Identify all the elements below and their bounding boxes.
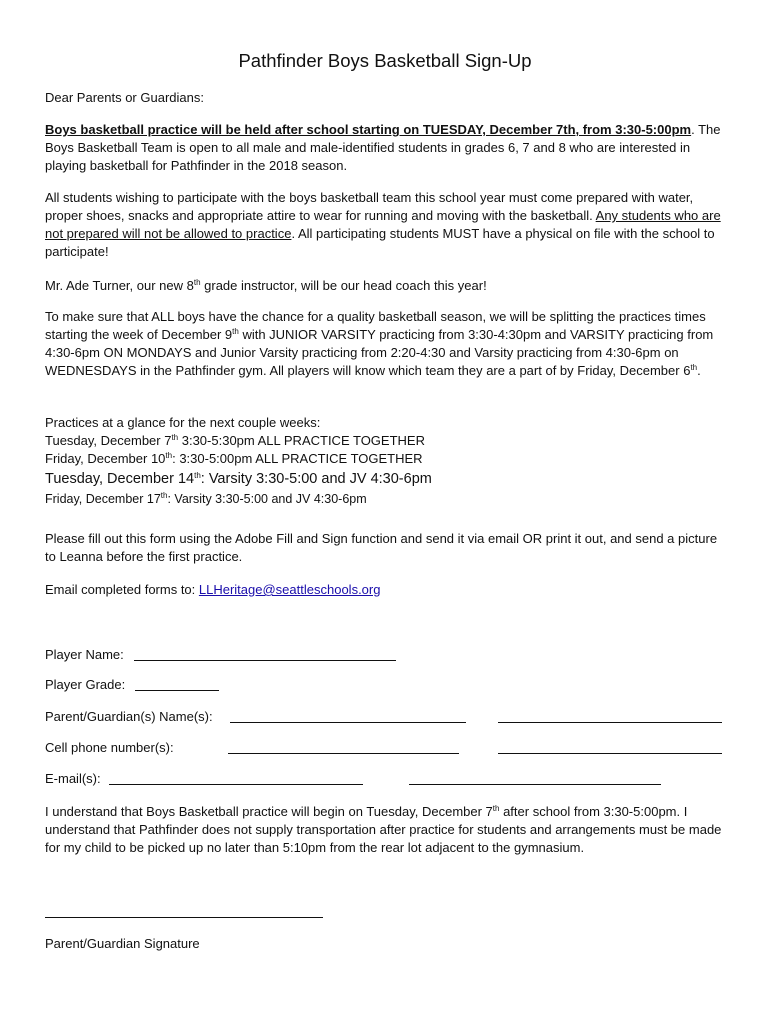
schedule-item bbox=[45, 450, 730, 468]
cell-phone-label: Cell phone number(s): bbox=[45, 740, 174, 755]
preparation-paragraph bbox=[45, 189, 730, 261]
coach-text-a: Mr. Ade Turner, our new 8 bbox=[45, 278, 194, 293]
schedule-item-date: Tuesday, December 7 bbox=[45, 433, 172, 448]
preparation-text: All students wishing to participate with the boys basketball team this school year must come prepared with water, proper shoes, snacks and appropriate attire to wear for running and moving with the basketball. bbox=[45, 190, 694, 223]
player-grade-field[interactable] bbox=[135, 690, 219, 691]
cell-phone-field-2[interactable] bbox=[498, 753, 722, 754]
physical-requirement: . All participating students MUST have a physical on file with the school to participate! bbox=[45, 226, 715, 259]
coach-paragraph bbox=[45, 277, 730, 295]
schedule-item-detail: : Varsity 3:30-5:00 and JV 4:30-6pm bbox=[167, 492, 367, 506]
not-prepared-warning: Any students who are not prepared will not be allowed to practice bbox=[45, 208, 721, 241]
schedule-item bbox=[45, 490, 730, 508]
schedule-item bbox=[45, 432, 730, 450]
schedule-item-date: Tuesday, December 14 bbox=[45, 471, 195, 487]
coach-text-b: grade instructor, will be our head coach this year! bbox=[200, 278, 487, 293]
guardian-name-field-2[interactable] bbox=[498, 722, 722, 723]
schedule-item-detail: : Varsity 3:30-5:00 and JV 4:30-6pm bbox=[200, 471, 432, 487]
player-name-field[interactable] bbox=[134, 660, 396, 661]
schedule-text-c: . bbox=[697, 363, 701, 378]
email-label: Email completed forms to: bbox=[45, 582, 199, 597]
signature-label: Parent/Guardian Signature bbox=[45, 936, 200, 951]
schedule-item-detail: : 3:30-5:00pm ALL PRACTICE TOGETHER bbox=[172, 451, 423, 466]
schedule-item-detail: 3:30-5:30pm ALL PRACTICE TOGETHER bbox=[178, 433, 425, 448]
player-name-label: Player Name: bbox=[45, 647, 124, 662]
schedule-item bbox=[45, 468, 730, 490]
page-title: Pathfinder Boys Basketball Sign-Up bbox=[238, 50, 532, 71]
practice-start-notice: Boys basketball practice will be held after school starting on TUESDAY, December 7th, from 3:30-5:00pm bbox=[45, 122, 692, 137]
greeting: Dear Parents or Guardians: bbox=[45, 90, 204, 105]
schedule-sup-2: th bbox=[690, 363, 698, 372]
email-field-2[interactable] bbox=[409, 784, 661, 785]
coach-sup: th bbox=[193, 278, 201, 287]
schedule-item-sup: th bbox=[171, 433, 179, 442]
signature-field[interactable] bbox=[45, 917, 323, 918]
schedule-sup-1: th bbox=[232, 327, 239, 336]
schedule-text-a: To make sure that ALL boys have the chance for a quality basketball season, we will be splitting the practices times starting the week of December 9 bbox=[45, 309, 706, 342]
email-instructions bbox=[45, 581, 730, 599]
schedule-text-b: with JUNIOR VARSITY practicing from 3:30-4:30pm and VARSITY practicing from 4:30-6pm ON MONDAYS and Junior Varsity practicing from 2:20-4:30 and Varsity practicing from 4:30-6pm on WEDNESDAYS in the Pathfinder gym. All players will know which team they are a part of by Friday, December 6 bbox=[45, 327, 714, 378]
email-field-label: E-mail(s): bbox=[45, 771, 101, 786]
intro-rest: . The Boys Basketball Team is open to all male and male-identified students in grades 6, 7 and 8 who are interested in playing basketball for Pathfinder in the 2018 season. bbox=[45, 122, 721, 173]
schedule-item-date: Friday, December 17 bbox=[45, 492, 161, 506]
schedule-paragraph bbox=[45, 308, 730, 380]
acknowledgement-sup: th bbox=[492, 804, 500, 813]
intro-paragraph bbox=[45, 121, 730, 175]
instructions-paragraph: Please fill out this form using the Adobe Fill and Sign function and send it via email OR print it out, and send a picture to Leanna before the first practice. bbox=[45, 531, 718, 564]
schedule-heading: Practices at a glance for the next couple weeks: bbox=[45, 415, 321, 430]
schedule-item-sup: th bbox=[160, 491, 168, 500]
schedule-item-date: Friday, December 10 bbox=[45, 451, 166, 466]
practice-schedule bbox=[45, 414, 730, 508]
guardian-names-label: Parent/Guardian(s) Name(s): bbox=[45, 709, 213, 724]
acknowledgement-text-b: after school from 3:30-5:00pm. I understand that Pathfinder does not supply transportation after practice for students and arrangements must be made for my child to be picked up no later than 5:10pm from the rear lot adjacent to the gymnasium. bbox=[45, 804, 722, 855]
schedule-item-sup: th bbox=[194, 471, 201, 480]
acknowledgement-paragraph bbox=[45, 803, 730, 857]
schedule-item-sup: th bbox=[165, 451, 173, 460]
email-field-1[interactable] bbox=[109, 784, 363, 785]
acknowledgement-text-a: I understand that Boys Basketball practice will begin on Tuesday, December 7 bbox=[45, 804, 493, 819]
player-grade-label: Player Grade: bbox=[45, 677, 126, 692]
guardian-name-field-1[interactable] bbox=[230, 722, 466, 723]
cell-phone-field-1[interactable] bbox=[228, 753, 459, 754]
email-link[interactable]: LLHeritage@seattleschools.org bbox=[198, 582, 381, 597]
